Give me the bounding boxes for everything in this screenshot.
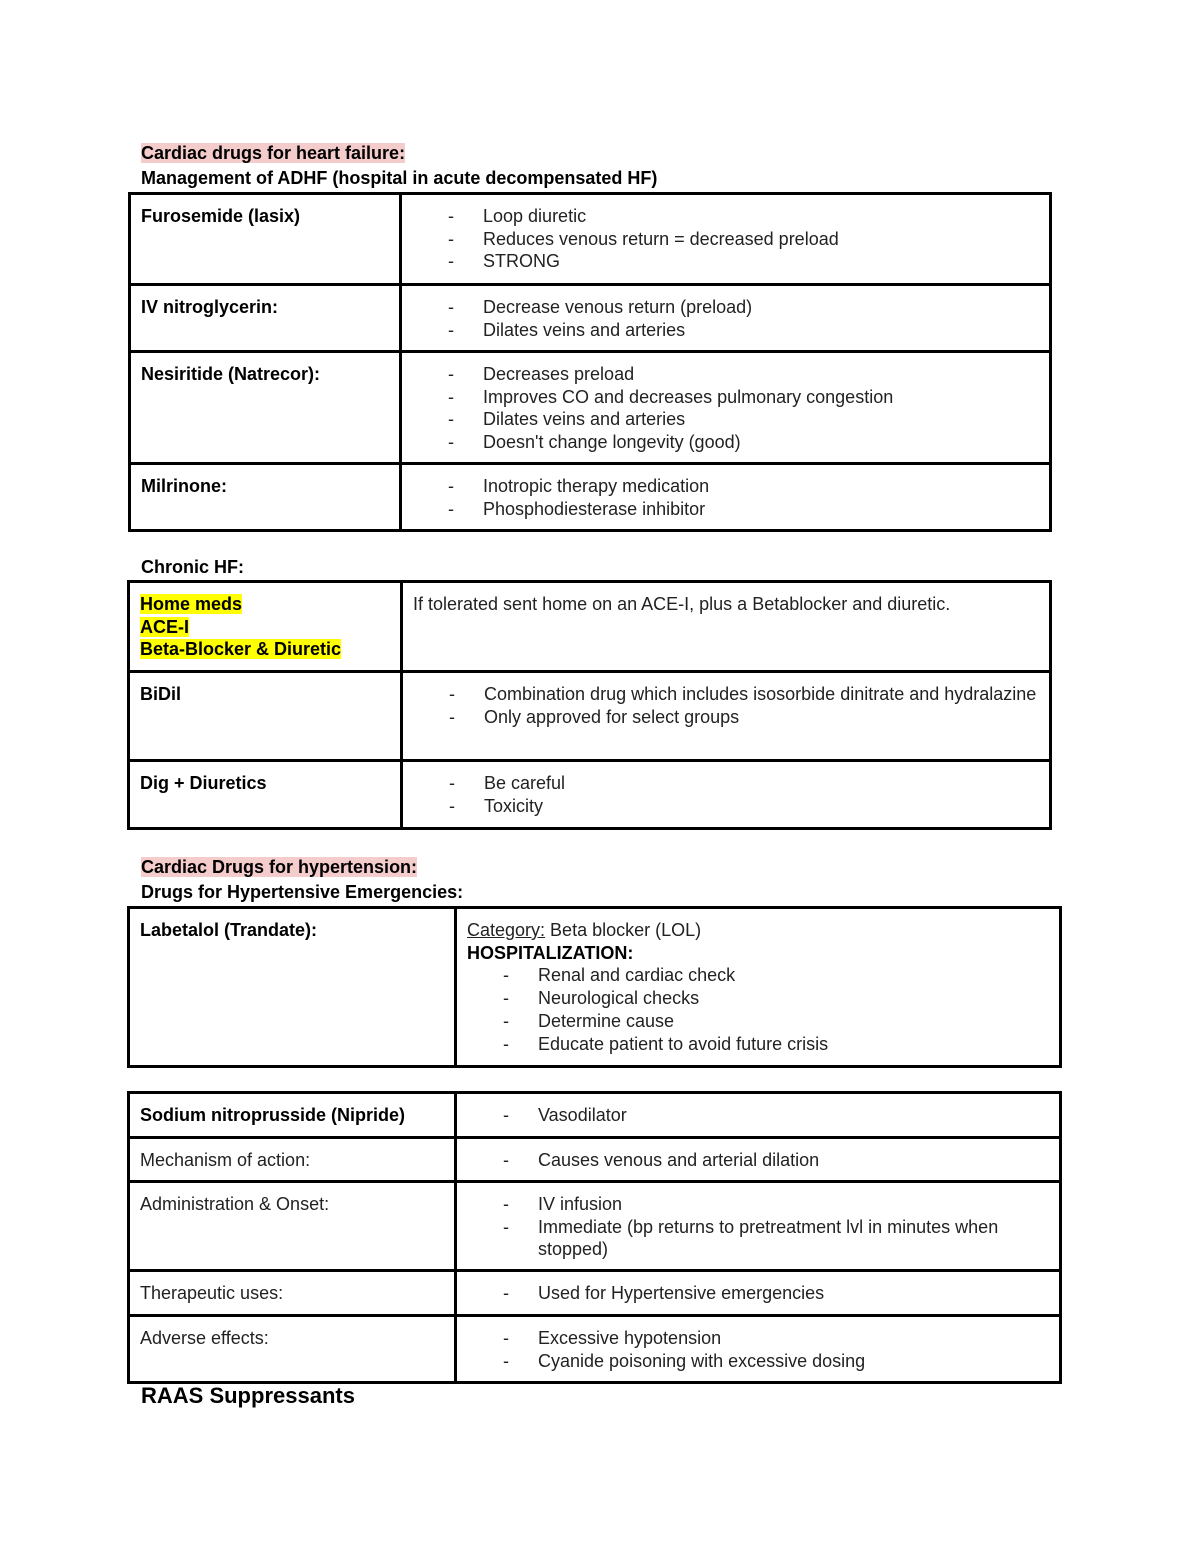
drug-points	[402, 761, 1051, 829]
hospitalization-label: HOSPITALIZATION:	[467, 942, 634, 963]
drug-points	[401, 352, 1051, 464]
category-line	[467, 919, 1049, 942]
hf-subtitle: Management of ADHF (hospital in acute decompensated HF)	[141, 168, 658, 188]
table-row	[129, 761, 1051, 829]
list-item: - Doesn't change longevity (good)	[412, 431, 1039, 454]
home-meds-label: Home meds	[140, 594, 243, 614]
table-row	[129, 1316, 1061, 1383]
drug-points	[401, 464, 1051, 531]
category-value: Beta blocker (LOL)	[545, 920, 702, 940]
table-row	[130, 464, 1051, 531]
table-row	[129, 672, 1051, 761]
labetalol-details	[456, 908, 1061, 1067]
table-row	[129, 1093, 1061, 1138]
hf-title: Cardiac drugs for heart failure:	[141, 143, 406, 163]
drug-name: Furosemide (lasix)	[130, 194, 401, 285]
list-item: - STRONG	[412, 250, 1039, 273]
raas-heading: RAAS Suppressants	[141, 1383, 355, 1408]
drug-points	[456, 1138, 1061, 1182]
list-item: - Dilates veins and arteries	[412, 319, 1039, 342]
list-item: - Loop diuretic	[412, 205, 1039, 228]
home-meds-cell	[129, 582, 402, 672]
table-row	[130, 285, 1051, 352]
adhf-table	[128, 192, 1052, 532]
chronic-table	[127, 580, 1052, 830]
list-item: - Educate patient to avoid future crisis	[467, 1033, 1049, 1056]
list-item: - Renal and cardiac check	[467, 964, 1049, 987]
list-item: - Used for Hypertensive emergencies	[467, 1282, 1049, 1305]
drug-name: Nesiritide (Natrecor):	[130, 352, 401, 464]
list-item: - Causes venous and arterial dilation	[467, 1149, 1049, 1172]
drug-points	[456, 1271, 1061, 1316]
list-item: - Immediate (bp returns to pretreatment lvl in minutes when stopped)	[467, 1216, 1049, 1261]
table-row	[129, 908, 1061, 1067]
list-item: - Reduces venous return = decreased preload	[412, 228, 1039, 251]
list-item: - Decreases preload	[412, 363, 1039, 386]
list-item: - Be careful	[413, 772, 1039, 795]
list-item: - Inotropic therapy medication	[412, 475, 1039, 498]
table-row	[130, 194, 1051, 285]
list-item: - Decrease venous return (preload)	[412, 296, 1039, 319]
list-item: - Excessive hypotension	[467, 1327, 1049, 1350]
chronic-title: Chronic HF:	[141, 557, 244, 577]
drug-points	[456, 1182, 1061, 1271]
table-row	[129, 1138, 1061, 1182]
list-item: - Toxicity	[413, 795, 1039, 818]
htn-subtitle: Drugs for Hypertensive Emergencies:	[141, 882, 464, 902]
nitroprusside-table	[127, 1091, 1062, 1384]
row-label: Therapeutic uses:	[129, 1271, 456, 1316]
drug-name: Dig + Diuretics	[129, 761, 402, 829]
drug-name: Sodium nitroprusside (Nipride)	[129, 1093, 456, 1138]
labetalol-table	[127, 906, 1062, 1068]
category-label: Category:	[467, 920, 546, 940]
list-item: - Neurological checks	[467, 987, 1049, 1010]
drug-name: BiDil	[129, 672, 402, 761]
list-item: - Only approved for select groups	[413, 706, 1039, 729]
list-item: - Cyanide poisoning with excessive dosing	[467, 1350, 1049, 1373]
ace-i-label: ACE-I	[140, 616, 189, 637]
beta-blocker-diuretic-label: Beta-Blocker & Diuretic	[140, 639, 342, 660]
list-item: - Vasodilator	[467, 1104, 1049, 1127]
list-item: - Combination drug which includes isosorbide dinitrate and hydralazine	[413, 683, 1039, 706]
home-meds-text: If tolerated sent home on an ACE-I, plus a Betablocker and diuretic.	[402, 582, 1051, 672]
drug-name: Milrinone:	[130, 464, 401, 531]
drug-points	[456, 1093, 1061, 1138]
table-row	[130, 352, 1051, 464]
list-item: - Improves CO and decreases pulmonary congestion	[412, 386, 1039, 409]
htn-title: Cardiac Drugs for hypertension:	[141, 857, 418, 877]
row-label: Adverse effects:	[129, 1316, 456, 1383]
drug-name: IV nitroglycerin:	[130, 285, 401, 352]
table-row	[129, 582, 1051, 672]
row-label: Administration & Onset:	[129, 1182, 456, 1271]
list-item: - Dilates veins and arteries	[412, 408, 1039, 431]
table-row	[129, 1271, 1061, 1316]
drug-points	[402, 672, 1051, 761]
drug-points	[401, 194, 1051, 285]
row-label: Mechanism of action:	[129, 1138, 456, 1182]
list-item: - Phosphodiesterase inhibitor	[412, 498, 1039, 521]
list-item: - IV infusion	[467, 1193, 1049, 1216]
list-item: - Determine cause	[467, 1010, 1049, 1033]
table-row	[129, 1182, 1061, 1271]
drug-name: Labetalol (Trandate):	[129, 908, 456, 1067]
drug-points	[401, 285, 1051, 352]
drug-points	[456, 1316, 1061, 1383]
